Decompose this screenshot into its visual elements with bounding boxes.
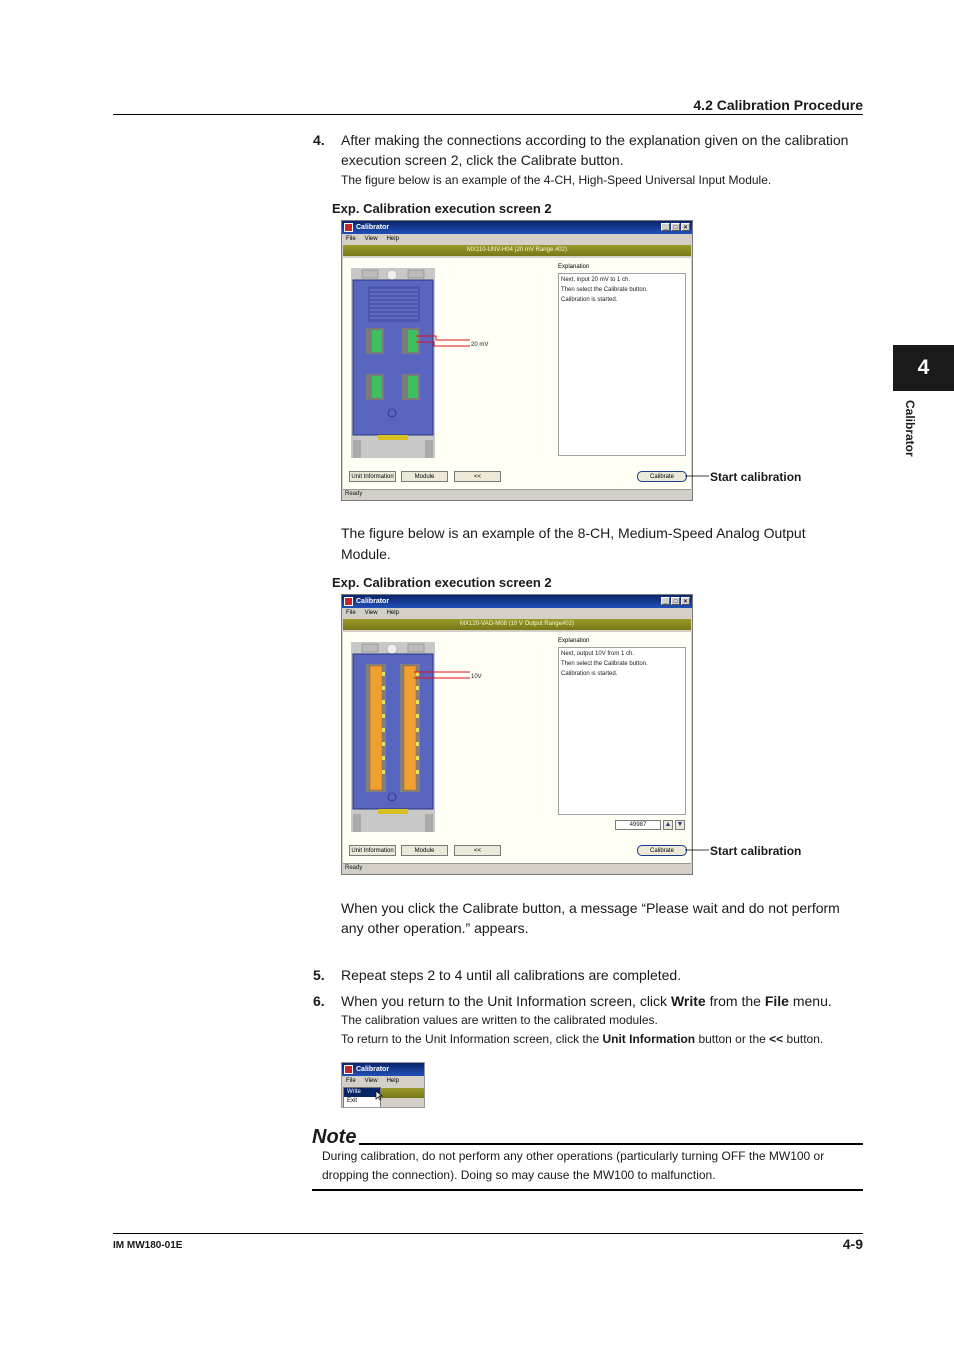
- menu-view[interactable]: View: [364, 236, 378, 242]
- footer-rule: [113, 1233, 863, 1234]
- calibrator-window-1: [341, 220, 693, 501]
- calibrator-window-3: [341, 1062, 425, 1108]
- step-5-text: Repeat steps 2 to 4 until all calibrations are completed.: [341, 967, 682, 983]
- explanation-label: Explanation: [558, 638, 590, 644]
- calibrate-button[interactable]: Calibrate: [637, 471, 687, 482]
- unit-information-term: Unit Information: [602, 1032, 696, 1046]
- unit-information-button[interactable]: Unit Information: [349, 845, 396, 856]
- explanation-line: Next, output 10V from 1 ch.: [561, 651, 635, 657]
- step-6-text-part: from the: [705, 993, 765, 1009]
- step-6-sub-part: button or the: [695, 1032, 770, 1046]
- menu-help[interactable]: Help: [386, 1078, 399, 1084]
- signal-label: 10V: [471, 674, 482, 680]
- callout-leader-1: [685, 470, 711, 482]
- note-top-rule: [359, 1143, 863, 1145]
- step-4-note: The figure below is an example of the 4-CH, High-Speed Universal Input Module.: [341, 173, 772, 187]
- module-button[interactable]: Module: [401, 471, 448, 482]
- window-1-titlebar: [342, 221, 692, 234]
- after-text-line-2: any other operation.” appears.: [341, 920, 529, 936]
- decrement-arrow-icon[interactable]: ▼: [676, 821, 684, 828]
- start-calibration-callout-1: Start calibration: [710, 470, 802, 484]
- minimize-button[interactable]: _: [661, 597, 670, 605]
- window-1-content: [343, 258, 691, 491]
- window-2-titlebar: [342, 595, 692, 608]
- module-button[interactable]: Module: [401, 845, 448, 856]
- chapter-tab: 4: [893, 345, 954, 391]
- step-6-sub-2: [341, 1030, 823, 1049]
- note-line-2: dropping the connection). Doing so may cause the MW100 to malfunction.: [322, 1168, 716, 1182]
- note-bottom-rule: [312, 1189, 863, 1191]
- explanation-line: Then select the Calibrate button.: [561, 287, 648, 293]
- back-term: <<: [769, 1032, 784, 1046]
- close-button[interactable]: ×: [681, 597, 690, 605]
- page-number: 4-9: [842, 1236, 863, 1252]
- step-6-text-part: When you return to the Unit Information screen, click: [341, 993, 671, 1009]
- close-button[interactable]: ×: [681, 223, 690, 231]
- calibration-value-field[interactable]: 49987: [615, 820, 661, 830]
- module-title-bar-fragment: [378, 1088, 424, 1098]
- menu-view[interactable]: View: [364, 610, 378, 616]
- after-text-line-1: When you click the Calibrate button, a message “Please wait and do not perform: [341, 900, 840, 916]
- app-icon: [344, 1065, 353, 1074]
- menu-file[interactable]: File: [346, 610, 356, 616]
- window-1-title: Calibrator: [356, 224, 390, 231]
- unit-information-button[interactable]: Unit Information: [349, 471, 396, 482]
- note-line-1: During calibration, do not perform any other operations (particularly turning OFF the MW100 or: [322, 1149, 825, 1163]
- menu-file[interactable]: File: [346, 1078, 356, 1084]
- step-4-line-2: execution screen 2, click the Calibrate button.: [341, 152, 624, 168]
- figure-2-caption: Exp. Calibration execution screen 2: [332, 575, 552, 590]
- step-6-text: [341, 991, 832, 1011]
- step-4-line-1: After making the connections according to the explanation given on the calibration: [341, 132, 849, 148]
- menu-file[interactable]: File: [346, 236, 356, 242]
- step-5-number: 5.: [313, 967, 325, 983]
- explanation-box: [558, 647, 686, 815]
- window-3-titlebar: [342, 1063, 424, 1076]
- mid-text-line-1: The figure below is an example of the 8-CH, Medium-Speed Analog Output: [341, 525, 806, 541]
- start-calibration-callout-2: Start calibration: [710, 844, 802, 858]
- window-1-menubar: [342, 234, 692, 244]
- step-6-write-term: Write: [670, 993, 706, 1009]
- explanation-label: Explanation: [558, 264, 590, 270]
- app-icon: [344, 597, 353, 606]
- explanation-line: Calibration is started.: [561, 297, 618, 303]
- increment-arrow-icon[interactable]: ▲: [664, 821, 672, 828]
- back-button[interactable]: <<: [454, 471, 501, 482]
- module-8ch-illustration: [348, 642, 498, 832]
- window-3-menubar: [342, 1076, 424, 1086]
- step-4-number: 4.: [313, 132, 325, 148]
- step-6-file-term: File: [764, 993, 789, 1009]
- mid-text-line-2: Module.: [341, 546, 391, 562]
- maximize-button[interactable]: □: [671, 597, 680, 605]
- back-button[interactable]: <<: [454, 845, 501, 856]
- step-6-sub-part: button.: [783, 1032, 824, 1046]
- module-4ch-illustration: [348, 268, 498, 458]
- menu-item-exit[interactable]: Exit: [347, 1098, 358, 1104]
- menu-help[interactable]: Help: [386, 236, 399, 242]
- minimize-button[interactable]: _: [661, 223, 670, 231]
- explanation-line: Then select the Calibrate button.: [561, 661, 648, 667]
- window-2-menubar: [342, 608, 692, 618]
- note-title: Note: [312, 1126, 357, 1148]
- calibrator-window-2: [341, 594, 693, 875]
- calibrate-button[interactable]: Calibrate: [637, 845, 687, 856]
- status-bar: Ready: [343, 863, 691, 873]
- step-6-text-part: menu.: [788, 993, 832, 1009]
- explanation-box: [558, 273, 686, 456]
- chapter-tab-label: Calibrator: [903, 400, 917, 457]
- signal-label: 20 mV: [471, 342, 489, 348]
- mouse-cursor-icon: [375, 1090, 383, 1101]
- menu-help[interactable]: Help: [386, 610, 399, 616]
- maximize-button[interactable]: □: [671, 223, 680, 231]
- callout-leader-2: [685, 844, 711, 856]
- step-6-sub-1: The calibration values are written to the calibrated modules.: [341, 1013, 658, 1027]
- explanation-line: Next, input 20 mV to 1 ch.: [561, 277, 631, 283]
- document-id: IM MW180-01E: [113, 1240, 183, 1251]
- window-3-title: Calibrator: [356, 1066, 390, 1073]
- explanation-line: Calibration is started.: [561, 671, 618, 677]
- header-rule: [113, 114, 863, 115]
- figure-1-caption: Exp. Calibration execution screen 2: [332, 201, 552, 216]
- module-title-bar: MX110-UNV-H04 (20 mV Range #02): [343, 245, 691, 256]
- window-2-content: [343, 632, 691, 865]
- section-header: 4.2 Calibration Procedure: [693, 97, 863, 113]
- status-bar: Ready: [343, 489, 691, 499]
- module-body: [353, 654, 433, 809]
- menu-item-write[interactable]: Write: [344, 1088, 380, 1097]
- app-icon: [344, 223, 353, 232]
- window-2-title: Calibrator: [356, 598, 390, 605]
- module-title-bar: MX120-VAO-M08 (10 V Output Range#02): [343, 619, 691, 630]
- step-6-sub-part: To return to the Unit Information screen, click the: [341, 1032, 603, 1046]
- step-6-number: 6.: [313, 993, 325, 1009]
- menu-view[interactable]: View: [364, 1078, 378, 1084]
